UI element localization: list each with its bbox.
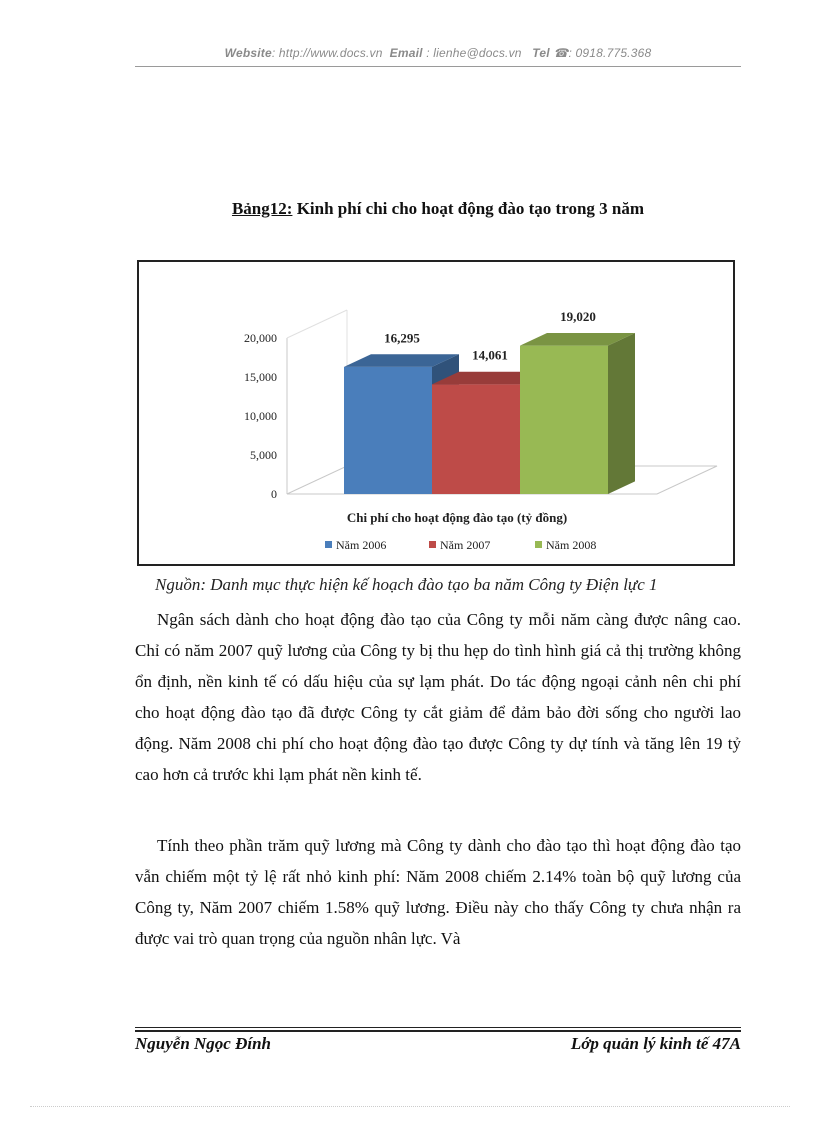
table-label: Bảng12:: [231, 199, 293, 218]
y-tick-label: 0: [271, 487, 277, 501]
bar-chart: [139, 262, 733, 564]
footer-divider-thick: [135, 1030, 741, 1032]
footer-divider: [135, 1027, 741, 1028]
chart-frame: [137, 260, 735, 566]
data-label-2: 14,061: [472, 347, 508, 363]
email-label: Email: [389, 46, 423, 60]
y-tick-label: 5,000: [250, 448, 277, 462]
footer-class: Lớp quản lý kinh tế 47A: [570, 1034, 741, 1053]
bar-3: [520, 346, 608, 494]
legend-label-3: Năm 2008: [546, 538, 597, 552]
data-label-3: 19,020: [560, 309, 596, 325]
header-divider: [135, 66, 741, 67]
phone-icon: ☎: [553, 46, 569, 60]
tel-value: : 0918.775.368: [568, 46, 652, 60]
website-value: : http://www.docs.vn: [271, 46, 383, 60]
legend-label-1: Năm 2006: [336, 538, 387, 552]
legend-label-2: Năm 2007: [440, 538, 491, 552]
website-label: Website: [224, 46, 272, 60]
chart-source: Nguồn: Danh mục thực hiện kế hoạch đào tạo ba năm Công ty Điện lực 1: [155, 575, 658, 594]
y-tick-label: 15,000: [244, 370, 277, 384]
y-tick-label: 20,000: [244, 331, 277, 345]
data-label-1: 16,295: [384, 330, 420, 346]
page-header: [135, 46, 741, 60]
legend-swatch-3: [535, 541, 542, 548]
legend-swatch-2: [429, 541, 436, 548]
bar-2: [432, 384, 520, 494]
table-title-text: Kinh phí chi cho hoạt động đào tạo trong 3 năm: [292, 199, 645, 218]
x-axis-label: Chi phí cho hoạt động đào tạo (tỷ đồng): [346, 510, 568, 525]
chart-wall-top: [287, 310, 347, 338]
paragraph-2: Tính theo phần trăm quỹ lương mà Công ty dành cho đào tạo thì hoạt động đào tạo vẫn chiếm một tỷ lệ rất nhỏ kinh phí: Năm 2008 chiếm 2.14% toàn bộ quỹ lương của Công ty, Năm 2007 chiếm 1.58% quỹ lương. Điều này cho thấy Công ty chưa nhận ra được vai trò quan trọng của nguồn nhân lực. Và: [135, 836, 741, 948]
page-bottom-border: [30, 1106, 790, 1107]
bar-1: [344, 367, 432, 494]
footer-author: Nguyễn Ngọc Đính: [135, 1034, 272, 1053]
paragraph-1: Ngân sách dành cho hoạt động đào tạo của Công ty mỗi năm càng được nâng cao. Chỉ có năm 2007 quỹ lương của Công ty bị thu hẹp do tình hình giá cả thị trường không ổn định, nền kinh tế có dấu hiệu của sự lạm phát. Do tác động ngoại cảnh nên chi phí cho hoạt động đào tạo đã được Công ty cắt giảm để đảm bảo đời sống cho người lao động. Năm 2008 chi phí cho hoạt động đào tạo được Công ty dự tính và tăng lên 19 tỷ cao hơn cả trước khi lạm phát nền kinh tế.: [135, 610, 741, 784]
bar-side-3: [608, 333, 635, 494]
tel-label: Tel: [532, 46, 550, 60]
y-tick-label: 10,000: [244, 409, 277, 423]
legend-swatch-1: [325, 541, 332, 548]
table-title: [135, 199, 741, 219]
email-value: : lienhe@docs.vn: [426, 46, 522, 60]
